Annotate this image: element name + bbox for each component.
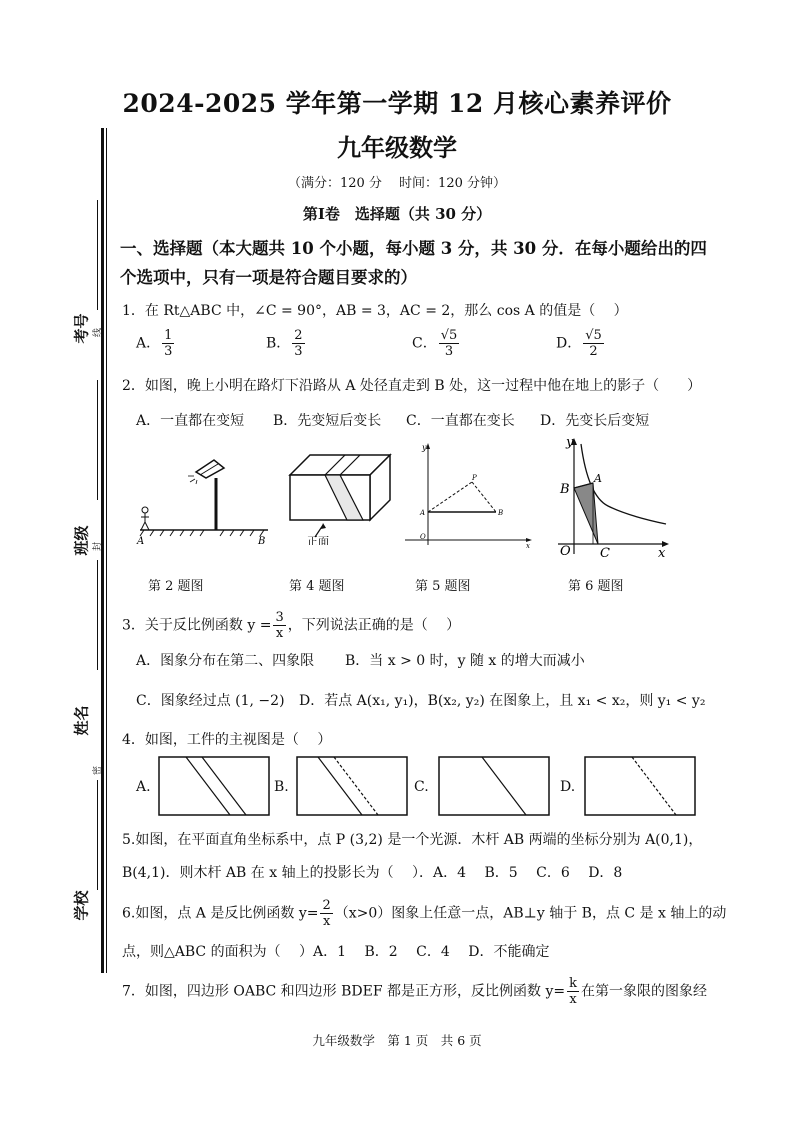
fig5-label-y: y (422, 443, 427, 452)
fig2-label-a: A (137, 536, 145, 545)
name-underline (97, 560, 98, 670)
q3-option-b: B．当 x > 0 时，y 随 x 的增大而减小 (345, 653, 585, 669)
question-3-stem: 3．关于反比例函数 y = $\frac{3}{x}$ ，下列说法正确的是（ ） (122, 610, 461, 641)
seal-mark-xian: 线 (93, 327, 104, 338)
exam-no-label: 考号 (72, 313, 91, 344)
seal-mark-feng: 封 (93, 541, 104, 552)
caption-fig5: 第 5 题图 (415, 579, 471, 594)
fig6-label-c: C (600, 546, 610, 558)
fig6-label-y: y (566, 436, 574, 450)
question-4-stem: 4．如图，工件的主视图是（ ） (122, 732, 332, 748)
q4-option-b-view (296, 756, 408, 816)
name-label: 姓名 (72, 705, 91, 736)
q4-option-a-view (158, 756, 270, 816)
section-heading: 一、选择题（本大题共 10 个小题，每小题 3 分，共 30 分．在每小题给出的四个选项中，只有一项是符合题目要求的） (120, 239, 707, 287)
q1-option-c: C． $\frac{√5}{3}$ (412, 328, 458, 359)
fig6-label-b: B (560, 482, 570, 497)
figure-q4-workpiece (285, 445, 405, 545)
caption-fig2: 第 2 题图 (148, 579, 204, 594)
question-6-line1: 6.如图，点 A 是反比例函数 y= $\frac{2}{x}$ （x>0）图象上任意一点，AB⊥y 轴于 B，点 C 是 x 轴上的动 (122, 898, 727, 929)
caption-fig4: 第 4 题图 (289, 579, 345, 594)
q2-option-b: B．先变短后变长 (273, 413, 382, 429)
class-underline (97, 380, 98, 500)
fig6-label-o: O (560, 544, 571, 558)
binding-line-thin (106, 128, 107, 973)
q4-option-a-label: A. (136, 779, 151, 795)
q3-option-a: A．图象分布在第二、四象限 (136, 653, 315, 669)
fig4-front-label: 正面 (307, 535, 329, 545)
question-5-line2: B(4,1)．则木杆 AB 在 x 轴上的投影长为（ ）．A．4 B．5 C．6 D．8 (122, 865, 623, 881)
figure-q2-streetlamp (130, 450, 275, 545)
question-2-stem: 2．如图，晚上小明在路灯下沿路从 A 处径直走到 B 处，这一过程中他在地上的影子（ ） (122, 378, 702, 394)
question-5-line1: 5.如图，在平面直角坐标系中，点 P (3,2) 是一个光源．木杆 AB 两端的坐标分别为 A(0,1)， (122, 832, 703, 848)
caption-fig6: 第 6 题图 (568, 579, 624, 594)
q4-option-d-label: D. (560, 779, 576, 795)
fig5-label-a: A (420, 509, 426, 517)
question-1-options (136, 328, 696, 368)
subject-title: 九年级数学 (337, 133, 457, 162)
school-label: 学校 (72, 890, 91, 921)
q2-option-d: D．先变长后变短 (540, 413, 650, 429)
question-7-line1: 7．如图，四边形 OABC 和四边形 BDEF 都是正方形，反比例函数 y= $\frac{k}{x}$ 在第一象限的图象经 (122, 976, 707, 1007)
figure-q5-coordinate (400, 440, 535, 550)
q4-option-c-view (438, 756, 550, 816)
fig5-label-p: P (472, 474, 477, 482)
fig6-label-a: A (594, 472, 602, 485)
figure-q6-hyperbola (548, 436, 673, 558)
part-heading: 第Ⅰ卷 选择题（共 30 分） (302, 205, 492, 223)
fig5-label-o: O (420, 533, 426, 541)
q3-option-c: C．图象经过点 (1, −2) (136, 693, 285, 709)
school-underline (97, 780, 98, 890)
question-6-line2: 点，则△ABC 的面积为（ ）A．1 B．2 C．4 D．不能确定 (122, 944, 550, 960)
score-time-info: （满分：120 分 时间：120 分钟） (287, 176, 507, 191)
exam-title: 2024-2025 学年第一学期 12 月核心素养评价 (122, 89, 672, 118)
seal-mark-mi: 密 (93, 765, 104, 776)
question-1-stem: 1．在 Rt△ABC 中，∠C = 90°，AB = 3，AC = 2，那么 cos A 的值是（ ） (122, 303, 628, 319)
fig5-label-x: x (526, 542, 530, 550)
q4-option-d-view (584, 756, 696, 816)
binding-margin (0, 0, 115, 1125)
q2-option-c: C．一直都在变长 (406, 413, 515, 429)
q1-option-a: A． $\frac{1}{3}$ (136, 328, 173, 359)
fig2-label-b: B (258, 536, 266, 545)
page-footer: 九年级数学 第 1 页 共 6 页 (312, 1033, 482, 1048)
fig5-label-b: B (498, 509, 504, 517)
q4-option-b-label: B. (274, 779, 289, 795)
q1-option-d: D． $\frac{√5}{2}$ (556, 328, 602, 359)
class-label: 班级 (72, 525, 91, 556)
q4-option-c-label: C. (414, 779, 429, 795)
q3-option-d: D．若点 A(x₁, y₁)，B(x₂, y₂) 在图象上，且 x₁ < x₂，则 y₁ < y₂ (299, 693, 706, 709)
q1-option-b: B． $\frac{2}{3}$ (266, 328, 303, 359)
q2-option-a: A．一直都在变短 (136, 413, 245, 429)
fig6-label-x: x (658, 546, 666, 558)
